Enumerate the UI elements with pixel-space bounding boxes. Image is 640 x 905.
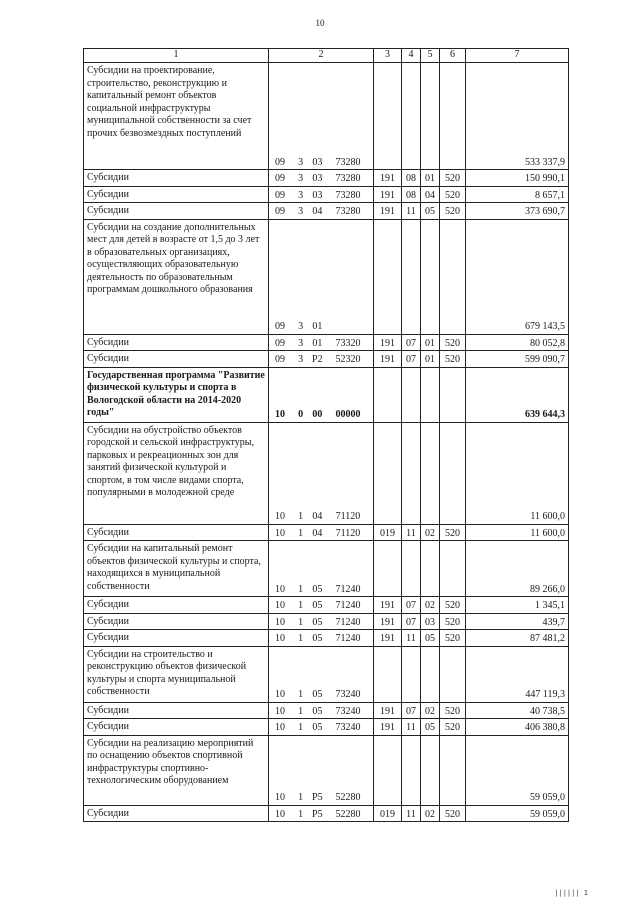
row-name: Государственная программа "Развитие физической культуры и спорта в Вологодской области на 2014-2020 годы"	[84, 367, 269, 422]
row-name: Субсидии	[84, 702, 269, 719]
col-4-value: 11	[402, 630, 421, 647]
code-part: 05	[312, 705, 323, 717]
code-part: 1	[298, 600, 304, 611]
code-part: 04	[312, 206, 323, 217]
table-row	[84, 351, 569, 368]
amount-value: 1 345,1	[466, 597, 569, 614]
col-5-value: 03	[421, 613, 440, 630]
code-part: 05	[312, 722, 323, 733]
col-5-value	[421, 367, 440, 422]
page-number: 10	[315, 18, 325, 28]
budget-table	[83, 48, 569, 822]
col-4-value: 11	[402, 524, 421, 541]
table-row	[84, 719, 569, 736]
code-part: 04	[312, 527, 323, 539]
col-6-value: 520	[440, 805, 466, 822]
program-code	[269, 524, 374, 541]
row-name: Субсидии на реализацию мероприятий по оснащению объектов спортивной инфраструктуры спортивно-технологическим оборудованием	[84, 735, 269, 805]
col-4-value: 07	[402, 351, 421, 368]
row-name: Субсидии на строительство и реконструкцию объектов физической культуры и спорта муниципальной собственности	[84, 646, 269, 702]
row-name: Субсидии	[84, 170, 269, 187]
code-part: 71240	[335, 600, 361, 611]
code-part: 1	[298, 808, 304, 820]
col-5-value: 04	[421, 186, 440, 203]
col-3-value	[374, 422, 402, 524]
code-part: 71240	[335, 633, 361, 644]
row-name: Субсидии	[84, 351, 269, 368]
code-part: 73280	[335, 173, 361, 184]
code-part: 09	[275, 354, 285, 365]
code-part: 73240	[335, 705, 361, 717]
code-part: 1	[298, 527, 304, 539]
code-part: 71240	[335, 616, 361, 628]
col-3-value: 191	[374, 597, 402, 614]
program-code	[269, 334, 374, 351]
code-part	[328, 321, 368, 334]
code-part: 3	[298, 156, 304, 168]
col-5-value	[421, 219, 440, 334]
program-code	[269, 597, 374, 614]
col-5-value: 01	[421, 334, 440, 351]
code-part: 3	[298, 354, 304, 365]
code-part: 04	[312, 511, 323, 522]
code-part: 73280	[335, 156, 361, 168]
code-part: 10	[275, 808, 285, 820]
col-3-value	[374, 219, 402, 334]
code-part: 0	[298, 409, 304, 420]
table-row	[84, 524, 569, 541]
row-name: Субсидии	[84, 805, 269, 822]
amount-value: 11 600,0	[466, 524, 569, 541]
code-part: 10	[275, 583, 285, 595]
code-part: 03	[312, 156, 323, 168]
code-part: 01	[312, 321, 323, 332]
col-4-value	[402, 541, 421, 597]
col-5-value: 05	[421, 630, 440, 647]
header-col-1: 1	[84, 49, 269, 63]
code-part: 10	[275, 409, 285, 420]
amount-value: 406 380,8	[466, 719, 569, 736]
program-code	[269, 630, 374, 647]
program-code	[269, 170, 374, 187]
col-3-value: 191	[374, 719, 402, 736]
col-4-value	[402, 646, 421, 702]
col-6-value: 520	[440, 351, 466, 368]
header-row	[84, 49, 569, 63]
code-part: 09	[275, 206, 285, 217]
code-part: 73240	[335, 722, 361, 733]
col-4-value: 08	[402, 170, 421, 187]
amount-value: 373 690,7	[466, 203, 569, 220]
col-3-value: 191	[374, 351, 402, 368]
code-part: 1	[298, 616, 304, 628]
col-5-value: 02	[421, 524, 440, 541]
table-row	[84, 735, 569, 805]
amount-value: 679 143,5	[466, 219, 569, 334]
col-6-value: 520	[440, 702, 466, 719]
col-5-value: 01	[421, 351, 440, 368]
code-part: 1	[298, 689, 304, 700]
table-row	[84, 203, 569, 220]
col-3-value	[374, 367, 402, 422]
code-part: 3	[298, 173, 304, 184]
program-code	[269, 646, 374, 702]
row-name: Субсидии	[84, 203, 269, 220]
table-row	[84, 541, 569, 597]
table-row	[84, 219, 569, 334]
header-col-3: 3	[374, 49, 402, 63]
amount-value: 447 119,3	[466, 646, 569, 702]
amount-value: 599 090,7	[466, 351, 569, 368]
code-part: 52280	[335, 792, 361, 803]
row-name: Субсидии на создание дополнительных мест для детей в возрасте от 1,5 до 3 лет в образовательных организациях, осуществляющих образовательную деятельность по образовательным программам дошкольного образования	[84, 219, 269, 334]
amount-value: 59 059,0	[466, 735, 569, 805]
row-name: Субсидии	[84, 613, 269, 630]
col-5-value: 05	[421, 719, 440, 736]
col-3-value: 191	[374, 630, 402, 647]
code-part: 71240	[335, 583, 361, 595]
col-3-value: 191	[374, 170, 402, 187]
row-name: Субсидии	[84, 719, 269, 736]
col-3-value: 191	[374, 702, 402, 719]
col-4-value	[402, 219, 421, 334]
amount-value: 533 337,9	[466, 63, 569, 170]
col-3-value: 191	[374, 613, 402, 630]
code-part: P5	[312, 808, 323, 820]
col-6-value: 520	[440, 186, 466, 203]
code-part: 03	[312, 173, 323, 184]
code-part: 05	[312, 633, 323, 644]
code-part: 73280	[335, 206, 361, 217]
code-part: 52320	[335, 354, 361, 365]
col-6-value	[440, 219, 466, 334]
col-6-value: 520	[440, 524, 466, 541]
program-code	[269, 203, 374, 220]
code-part: 01	[312, 337, 323, 349]
col-5-value: 02	[421, 702, 440, 719]
program-code	[269, 351, 374, 368]
code-part: 3	[298, 337, 304, 349]
col-3-value: 191	[374, 203, 402, 220]
col-3-value	[374, 735, 402, 805]
program-code	[269, 719, 374, 736]
row-name: Субсидии на обустройство объектов городской и сельской инфраструктуры, парковых и рекреационных зон для занятий физической культурой и спортом, в том числе видами спорта, популярными в молодежной среде	[84, 422, 269, 524]
col-5-value	[421, 63, 440, 170]
table-row	[84, 63, 569, 170]
code-part: 10	[275, 600, 285, 611]
program-code	[269, 541, 374, 597]
code-part: 1	[298, 511, 304, 522]
col-6-value: 520	[440, 719, 466, 736]
code-part: 09	[275, 156, 285, 168]
amount-value: 59 059,0	[466, 805, 569, 822]
code-part: 10	[275, 722, 285, 733]
row-name: Субсидии	[84, 334, 269, 351]
header-col-4: 4	[402, 49, 421, 63]
col-6-value: 520	[440, 630, 466, 647]
row-name: Субсидии	[84, 630, 269, 647]
row-name: Субсидии	[84, 524, 269, 541]
col-6-value	[440, 63, 466, 170]
amount-value: 8 657,1	[466, 186, 569, 203]
col-5-value	[421, 646, 440, 702]
program-code	[269, 422, 374, 524]
col-6-value: 520	[440, 334, 466, 351]
code-part: 1	[298, 792, 304, 803]
code-part: 10	[275, 511, 285, 522]
code-part: 71120	[335, 511, 361, 522]
program-code	[269, 186, 374, 203]
row-name: Субсидии	[84, 597, 269, 614]
table-row	[84, 630, 569, 647]
col-5-value: 02	[421, 805, 440, 822]
program-code	[269, 805, 374, 822]
col-3-value	[374, 63, 402, 170]
program-code	[269, 367, 374, 422]
col-4-value: 11	[402, 805, 421, 822]
row-name: Субсидии на капитальный ремонт объектов физической культуры и спорта, находящихся в муниципальной собственности	[84, 541, 269, 597]
amount-value: 87 481,2	[466, 630, 569, 647]
col-6-value: 520	[440, 170, 466, 187]
col-5-value	[421, 541, 440, 597]
amount-value: 11 600,0	[466, 422, 569, 524]
code-part: 73280	[335, 189, 361, 201]
code-part: 71120	[335, 527, 361, 539]
amount-value: 439,7	[466, 613, 569, 630]
code-part: 1	[298, 705, 304, 717]
col-4-value: 11	[402, 203, 421, 220]
program-code	[269, 613, 374, 630]
col-4-value: 07	[402, 613, 421, 630]
amount-value: 80 052,8	[466, 334, 569, 351]
col-4-value	[402, 63, 421, 170]
code-part: 3	[298, 206, 304, 217]
table-row	[84, 170, 569, 187]
table-row	[84, 805, 569, 822]
header-col-2: 2	[269, 49, 374, 63]
program-code	[269, 219, 374, 334]
col-4-value	[402, 735, 421, 805]
code-part: 09	[275, 189, 285, 201]
col-3-value: 019	[374, 805, 402, 822]
col-5-value: 01	[421, 170, 440, 187]
col-6-value	[440, 735, 466, 805]
col-3-value: 191	[374, 186, 402, 203]
header-col-5: 5	[421, 49, 440, 63]
col-6-value: 520	[440, 613, 466, 630]
code-part: 05	[312, 689, 323, 700]
col-3-value: 191	[374, 334, 402, 351]
code-part: 05	[312, 600, 323, 611]
col-6-value	[440, 422, 466, 524]
code-part: 00	[312, 409, 323, 420]
code-part: 3	[298, 321, 304, 332]
code-part: 52280	[335, 808, 361, 820]
code-part: 03	[312, 189, 323, 201]
table-row	[84, 422, 569, 524]
amount-value: 639 644,3	[466, 367, 569, 422]
code-part: 09	[275, 173, 285, 184]
table-row	[84, 334, 569, 351]
code-part: 10	[275, 705, 285, 717]
col-6-value: 520	[440, 203, 466, 220]
code-part: 1	[298, 722, 304, 733]
col-6-value	[440, 646, 466, 702]
page-stamp: |||||| 1	[554, 889, 588, 897]
code-part: 1	[298, 583, 304, 595]
code-part: 10	[275, 633, 285, 644]
program-code	[269, 735, 374, 805]
code-part: 1	[298, 633, 304, 644]
table-row	[84, 186, 569, 203]
code-part: 73320	[335, 337, 361, 349]
col-5-value: 02	[421, 597, 440, 614]
code-part: 09	[275, 321, 285, 332]
col-5-value	[421, 735, 440, 805]
code-part: 05	[312, 583, 323, 595]
code-part: 10	[275, 792, 285, 803]
code-part: P5	[312, 792, 323, 803]
program-code	[269, 63, 374, 170]
col-4-value	[402, 422, 421, 524]
table-row	[84, 646, 569, 702]
code-part: 05	[312, 616, 323, 628]
code-part: 10	[275, 689, 285, 700]
table-body	[84, 63, 569, 822]
header-col-6: 6	[440, 49, 466, 63]
code-part: 09	[275, 337, 285, 349]
amount-value: 89 266,0	[466, 541, 569, 597]
col-5-value: 05	[421, 203, 440, 220]
amount-value: 150 990,1	[466, 170, 569, 187]
header-col-7: 7	[466, 49, 569, 63]
row-name: Субсидии на проектирование, строительство, реконструкцию и капитальный ремонт объектов социальной инфраструктуры муниципальной собственности за счет прочих безвозмездных поступлений	[84, 63, 269, 170]
table-row	[84, 597, 569, 614]
code-part: 3	[298, 189, 304, 201]
col-4-value: 07	[402, 702, 421, 719]
col-6-value	[440, 367, 466, 422]
table-row	[84, 613, 569, 630]
col-4-value: 07	[402, 334, 421, 351]
col-5-value	[421, 422, 440, 524]
row-name: Субсидии	[84, 186, 269, 203]
col-3-value	[374, 646, 402, 702]
col-6-value	[440, 541, 466, 597]
col-4-value: 07	[402, 597, 421, 614]
code-part: 10	[275, 527, 285, 539]
col-3-value: 019	[374, 524, 402, 541]
code-part: 10	[275, 616, 285, 628]
table-row	[84, 367, 569, 422]
col-4-value	[402, 367, 421, 422]
col-4-value: 11	[402, 719, 421, 736]
code-part: 73240	[335, 689, 361, 700]
program-code	[269, 702, 374, 719]
code-part: P2	[312, 354, 323, 365]
col-4-value: 08	[402, 186, 421, 203]
col-3-value	[374, 541, 402, 597]
amount-value: 40 738,5	[466, 702, 569, 719]
col-6-value: 520	[440, 597, 466, 614]
table-row	[84, 702, 569, 719]
code-part: 00000	[335, 409, 361, 420]
